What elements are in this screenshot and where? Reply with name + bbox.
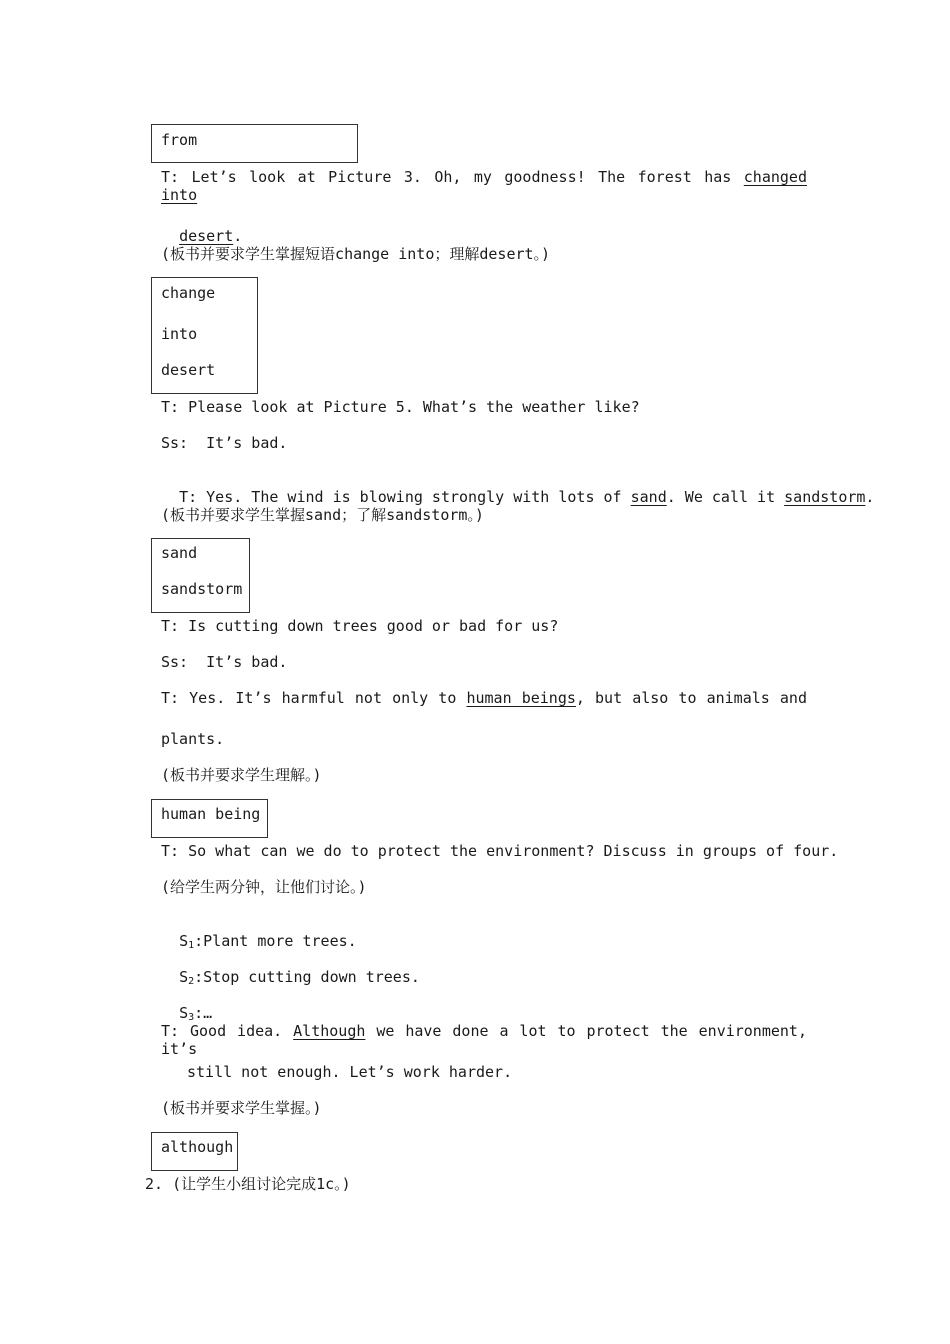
underlined-word: Although	[293, 1022, 366, 1040]
dialogue-line-teacher: T: Let’s look at Picture 3. Oh, my goodness! The forest has changed into	[161, 168, 807, 204]
underlined-word: sandstorm	[784, 488, 866, 506]
dialogue-line-continuation: still not enough. Let’s work harder.	[187, 1063, 513, 1081]
instruction-note: (板书并要求学生掌握。)	[161, 1099, 322, 1117]
dialogue-line-teacher: T: Is cutting down trees good or bad for us?	[161, 617, 559, 635]
underlined-word: desert	[179, 227, 234, 245]
underlined-phrase: changed into	[161, 168, 807, 204]
vocab-word: change	[161, 284, 216, 302]
vocab-word: sand	[161, 544, 198, 562]
vocab-word: human being	[161, 805, 261, 823]
dialogue-line-teacher: T: Good idea. Although we have done a lot to protect the environment, it’s	[161, 1022, 807, 1058]
instruction-note: (板书并要求学生掌握短语change into；理解desert。)	[161, 245, 551, 263]
instruction-note: (板书并要求学生理解。)	[161, 766, 322, 784]
dialogue-line-students: Ss: It’s bad.	[161, 434, 288, 452]
vocab-word: into	[161, 325, 198, 343]
dialogue-line-continuation: desert.	[179, 227, 243, 245]
vocab-word: sandstorm	[161, 580, 243, 598]
underlined-word: sand	[630, 488, 667, 506]
vocab-box-from	[151, 124, 358, 163]
dialogue-line-continuation: plants.	[161, 730, 225, 748]
vocab-box-although	[151, 1132, 238, 1171]
dialogue-line-teacher: T: So what can we do to protect the environment? Discuss in groups of four.	[161, 842, 839, 860]
dialogue-line-teacher: T: Please look at Picture 5. What’s the weather like?	[161, 398, 640, 416]
dialogue-line-students: Ss: It’s bad.	[161, 653, 288, 671]
vocab-box-human-being	[151, 799, 268, 838]
dialogue-line-teacher: T: Yes. It’s harmful not only to human beings, but also to animals and	[161, 689, 807, 707]
instruction-note: (板书并要求学生掌握sand；了解sandstorm。)	[161, 506, 484, 524]
dialogue-line-teacher: T: Yes. The wind is blowing strongly with lots of sand. We call it sandstorm.	[179, 488, 875, 506]
vocab-box-sand	[151, 538, 250, 613]
vocab-box-change-into	[151, 277, 258, 394]
dialogue-line-student-3: $S_3:\dots$	[179, 1004, 213, 1023]
instruction-note: (给学生两分钟，让他们讨论。)	[161, 878, 367, 896]
vocab-word: although	[161, 1138, 234, 1156]
numbered-step: 2. (让学生小组讨论完成1c。)	[145, 1175, 351, 1193]
underlined-phrase: human beings	[466, 689, 576, 707]
dialogue-line-student-1: $S_1:Plant$ more trees.	[179, 932, 357, 951]
vocab-word: desert	[161, 361, 216, 379]
vocab-word: from	[161, 131, 198, 149]
dialogue-line-student-2: $S_2:Stop$ cutting down trees.	[179, 968, 420, 987]
